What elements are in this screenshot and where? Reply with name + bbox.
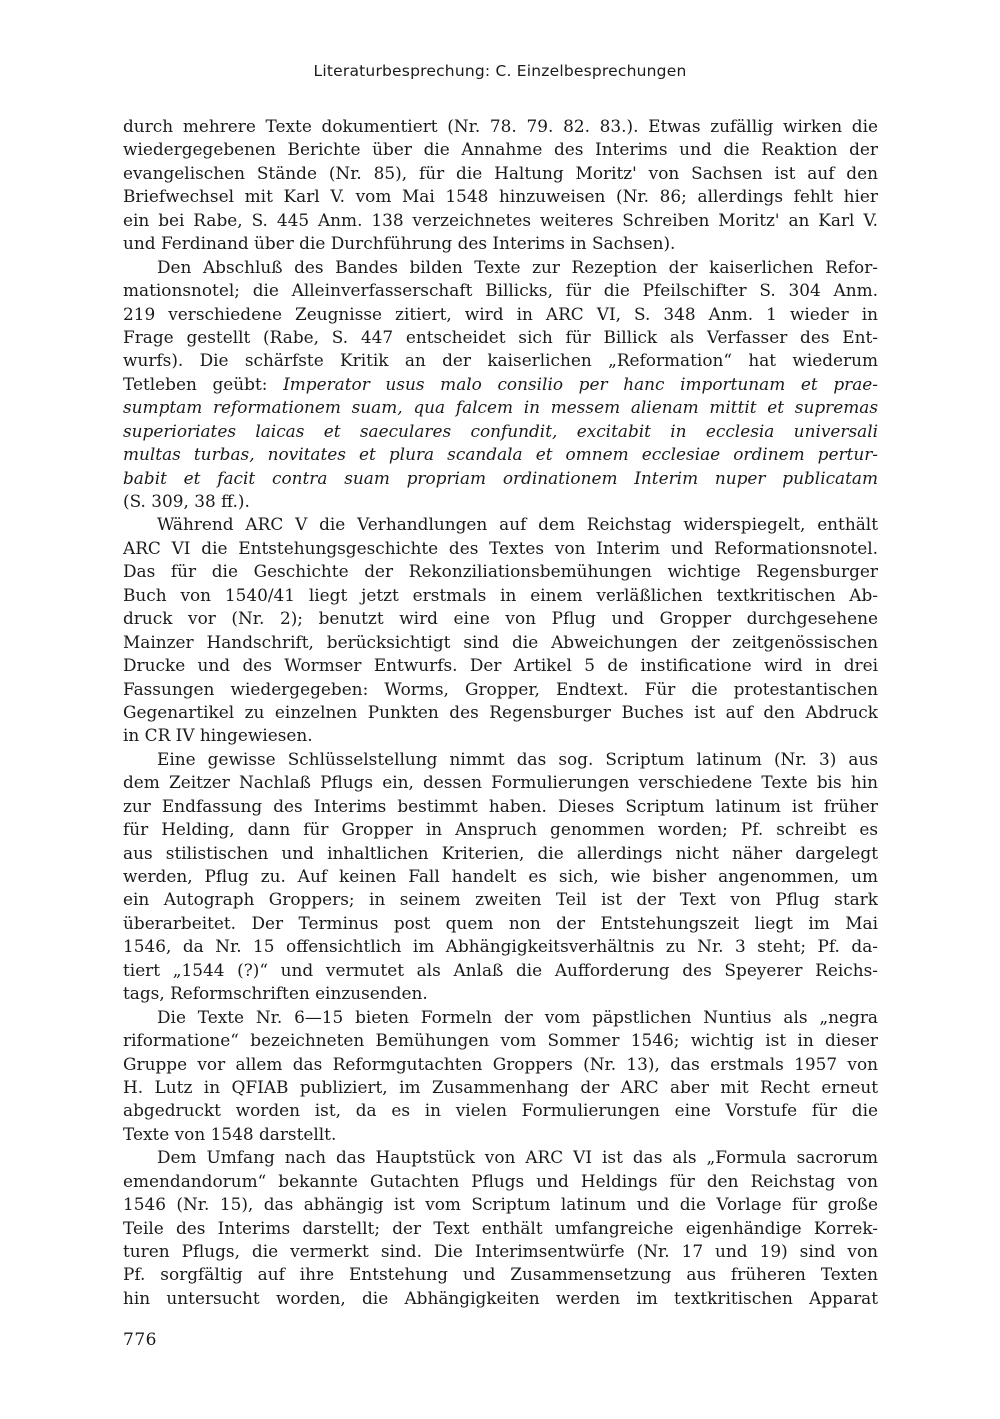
text-line: mationsnotel; die Alleinverfasserschaft Billicks, für die Pfeilschifter S. 304 Anm. [123, 280, 878, 301]
text-line: Texte von 1548 darstellt. [123, 1123, 337, 1144]
text-line: evangelischen Stände (Nr. 85), für die Haltung Moritz' von Sachsen ist auf den [123, 162, 878, 183]
text-line-lead: Tetleben geübt: [123, 373, 284, 394]
text-line: Den Abschluß des Bandes bilden Texte zur Rezeption der kaiserlichen Refor- [157, 256, 878, 277]
text-line: Während ARC V die Verhandlungen auf dem Reichstag widerspiegelt, enthält [157, 514, 878, 535]
latin-quotation-start: Imperator usus malo consilio per hanc importunam et prae- [283, 373, 878, 394]
text-line: tags, Reformschriften einzusenden. [123, 983, 428, 1004]
text-line: Gruppe vor allem das Reformgutachten Groppers (Nr. 13), das erstmals 1957 von [123, 1053, 878, 1074]
text-line: für Helding, dann für Gropper in Anspruch genommen worden; Pf. schreibt es [123, 819, 878, 840]
text-line: (S. 309, 38 ff.). [123, 491, 250, 511]
text-line: Mainzer Handschrift, berücksichtigt sind die Abweichungen der zeitgenössischen [123, 631, 878, 652]
running-head: Literaturbesprechung: C. Einzelbesprechungen [313, 62, 687, 80]
text-line: Die Texte Nr. 6—15 bieten Formeln der vom päpstlichen Nuntius als „negra [157, 1006, 878, 1027]
text-line: Buch von 1540/41 liegt jetzt erstmals in einem verläßlichen textkritischen Ab- [123, 584, 878, 605]
text-line: turen Pflugs, die vermerkt sind. Die Interimsentwürfe (Nr. 17 und 19) sind von [123, 1241, 878, 1261]
page-number: 776 [123, 1330, 157, 1350]
text-line: wiedergegebenen Berichte über die Annahme des Interims und die Reaktion der [123, 139, 878, 160]
text-line: emendandorum“ bekannte Gutachten Pflugs und Heldings für den Reichstag von [123, 1170, 878, 1191]
text-line: 219 verschiedene Zeugnisse zitiert, wird in ARC VI, S. 348 Anm. 1 wieder in [123, 303, 878, 324]
body-text [123, 115, 878, 1310]
text-line: überarbeitet. Der Terminus post quem non der Entstehungszeit liegt im Mai [123, 912, 878, 933]
text-line: Dem Umfang nach das Hauptstück von ARC VI ist das als „Formula sacrorum [157, 1147, 878, 1168]
latin-quotation-line: sumptam reformationem suam, qua falcem in messem alienam mittit et supremas [123, 397, 878, 418]
latin-quotation-line: babit et facit contra suam propriam ordinationem Interim nuper publicatam [123, 467, 878, 488]
text-line: Pf. sorgfältig auf ihre Entstehung und Zusammensetzung aus früheren Texten [123, 1264, 878, 1285]
text-line: Eine gewisse Schlüsselstellung nimmt das sog. Scriptum latinum (Nr. 3) aus [157, 748, 878, 769]
text-line: hin untersucht worden, die Abhängigkeiten werden im textkritischen Apparat [123, 1287, 878, 1308]
text-line: Fassungen wiedergegeben: Worms, Gropper, Endtext. Für die protestantischen [123, 678, 878, 699]
text-line: Drucke und des Wormser Entwurfs. Der Artikel 5 de instificatione wird in drei [123, 655, 878, 676]
text-line: Gegenartikel zu einzelnen Punkten des Regensburger Buches ist auf den Abdruck [123, 701, 878, 722]
latin-quotation-line: multas turbas, novitates et plura scandala et omnem ecclesiae ordinem pertur- [123, 444, 878, 465]
text-line: in CR IV hingewiesen. [123, 725, 313, 746]
text-line-latin-start [123, 373, 878, 396]
latin-quotation-line: superioriates laicas et saeculares confundit, excitabit in ecclesia universali [123, 420, 878, 441]
text-line: tiert „1544 (?)“ und vermutet als Anlaß die Aufforderung des Speyerer Reichs- [123, 959, 878, 980]
text-line: 1546 (Nr. 15), das abhängig ist vom Scriptum latinum und die Vorlage für große [123, 1194, 878, 1215]
text-line: werden, Pflug zu. Auf keinen Fall handelt es sich, wie bisher angenommen, um [123, 866, 878, 886]
text-line: Frage gestellt (Rabe, S. 447 entscheidet sich für Billick als Verfasser des Ent- [123, 326, 878, 347]
text-line: Briefwechsel mit Karl V. vom Mai 1548 hinzuweisen (Nr. 86; allerdings fehlt hier [123, 186, 878, 207]
text-line: und Ferdinand über die Durchführung des Interims in Sachsen). [123, 233, 676, 254]
text-line: zur Endfassung des Interims bestimmt haben. Dieses Scriptum latinum ist früher [123, 795, 878, 816]
text-line: ARC VI die Entstehungsgeschichte des Textes von Interim und Reformationsnotel. [123, 537, 878, 558]
text-line: durch mehrere Texte dokumentiert (Nr. 78. 79. 82. 83.). Etwas zufällig wirken die [123, 116, 878, 136]
text-line: dem Zeitzer Nachlaß Pflugs ein, dessen Formulierungen verschiedene Texte bis hin [123, 772, 878, 793]
text-line: riformatione“ bezeichneten Bemühungen vom Sommer 1546; wichtig ist in dieser [123, 1030, 878, 1051]
text-line: aus stilistischen und inhaltlichen Kriterien, die allerdings nicht näher dargelegt [123, 842, 878, 863]
text-line: druck vor (Nr. 2); benutzt wird eine von Pflug und Gropper durchgesehene [123, 608, 878, 629]
text-line: ein bei Rabe, S. 445 Anm. 138 verzeichnetes weiteres Schreiben Moritz' an Karl V. [123, 209, 878, 230]
text-line: wurfs). Die schärfste Kritik an der kaiserlichen „Reformation“ hat wiederum [123, 350, 878, 371]
text-line: ein Autograph Groppers; in seinem zweiten Teil ist der Text von Pflug stark [123, 889, 878, 910]
text-line: 1546, da Nr. 15 offensichtlich im Abhängigkeitsverhältnis zu Nr. 3 steht; Pf. da- [123, 936, 878, 957]
text-line: H. Lutz in QFIAB publiziert, im Zusammenhang der ARC aber mit Recht erneut [123, 1076, 878, 1097]
text-line: Das für die Geschichte der Rekonziliationsbemühungen wichtige Regensburger [123, 561, 878, 582]
text-line: abgedruckt worden ist, da es in vielen Formulierungen eine Vorstufe für die [123, 1100, 878, 1121]
text-line: Teile des Interims darstellt; der Text enthält umfangreiche eigenhändige Korrek- [123, 1217, 878, 1238]
